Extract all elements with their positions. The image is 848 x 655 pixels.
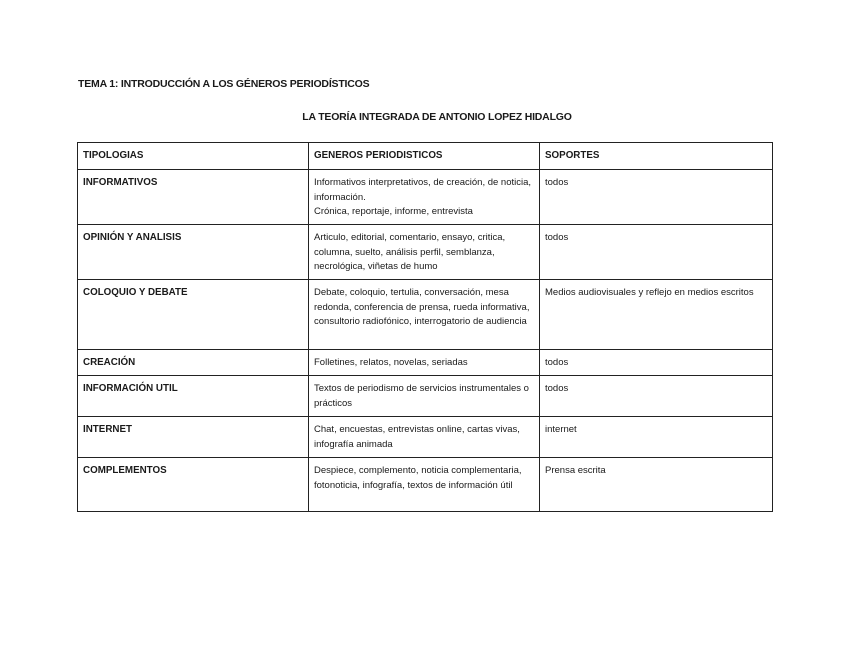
table-row xyxy=(78,417,773,458)
soportes-cell: todos xyxy=(540,225,773,280)
column-header-tipologias: TIPOLOGIAS xyxy=(78,143,309,170)
column-header-soportes: SOPORTES xyxy=(540,143,773,170)
generos-cell: Textos de periodismo de servicios instrumentales o prácticos xyxy=(309,376,540,417)
tipologia-cell: CREACIÓN xyxy=(78,350,309,376)
tipologia-cell: COLOQUIO Y DEBATE xyxy=(78,280,309,350)
genres-table xyxy=(77,142,773,512)
soportes-cell: Medios audiovisuales y reflejo en medios escritos xyxy=(540,280,773,350)
soportes-cell: todos xyxy=(540,350,773,376)
column-header-generos: GENEROS PERIODISTICOS xyxy=(309,143,540,170)
generos-extra-text: Crónica, reportaje, informe, entrevista xyxy=(314,206,473,217)
table-row xyxy=(78,350,773,376)
tipologia-cell: INTERNET xyxy=(78,417,309,458)
table-header-row xyxy=(78,143,773,170)
table-row xyxy=(78,458,773,512)
document-subtitle: LA TEORÍA INTEGRADA DE ANTONIO LOPEZ HIDALGO xyxy=(302,111,572,123)
soportes-cell: internet xyxy=(540,417,773,458)
soportes-cell: todos xyxy=(540,376,773,417)
tipologia-cell: OPINIÓN Y ANALISIS xyxy=(78,225,309,280)
generos-text: Informativos interpretativos, de creación, de noticia, información. xyxy=(314,177,532,203)
table-row xyxy=(78,225,773,280)
generos-cell: Folletines, relatos, novelas, seriadas xyxy=(309,350,540,376)
soportes-cell: todos xyxy=(540,170,773,225)
generos-cell: Debate, coloquio, tertulia, conversación, mesa redonda, conferencia de prensa, rueda informativa, consultorio radiofónico, interrogatorio de audiencia xyxy=(309,280,540,350)
table-row xyxy=(78,376,773,417)
document-heading: TEMA 1: INTRODUCCIÓN A LOS GÉNEROS PERIODÍSTICOS xyxy=(78,78,370,90)
tipologia-cell: INFORMATIVOS xyxy=(78,170,309,225)
table-row xyxy=(78,280,773,350)
generos-cell: Despiece, complemento, noticia complementaria, fotonoticia, infografía, textos de información útil xyxy=(309,458,540,512)
soportes-cell: Prensa escrita xyxy=(540,458,773,512)
generos-cell xyxy=(309,170,540,225)
tipologia-cell: COMPLEMENTOS xyxy=(78,458,309,512)
tipologia-cell: INFORMACIÓN UTIL xyxy=(78,376,309,417)
table-row xyxy=(78,170,773,225)
generos-cell: Chat, encuestas, entrevistas online, cartas vivas, infografía animada xyxy=(309,417,540,458)
generos-cell: Articulo, editorial, comentario, ensayo, critica, columna, suelto, análisis perfil, semblanza, necrológica, viñetas de humo xyxy=(309,225,540,280)
